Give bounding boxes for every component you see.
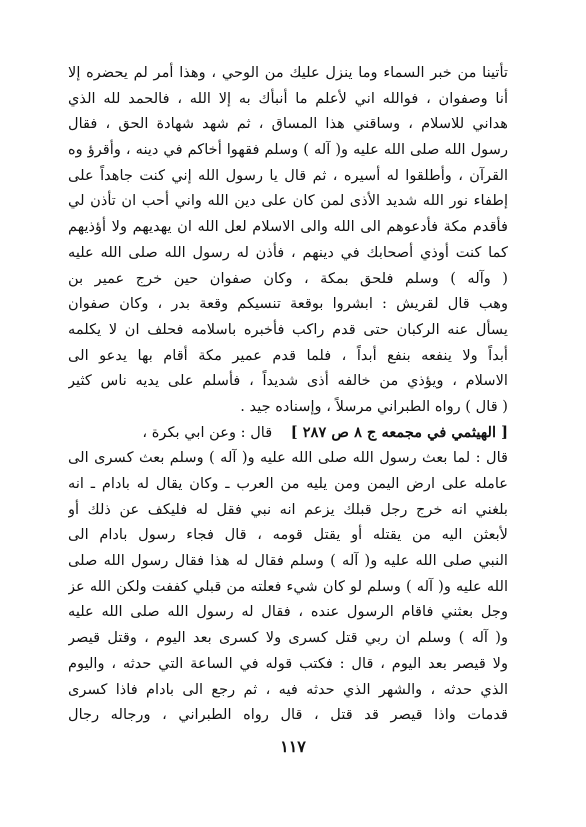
text-line: أبداً ولا ينفعه بنفع أبداً ، فلما قدم عمير مكة أقام بها يدعو الى [68,346,508,364]
text-line: بلغني انه خرج رجل قبلك يزعم انه نبي فقل له فليكف عن ذلك أو [68,500,508,518]
text-line: يسأل عنه الركبان حتى قدم راكب فأخبره باسلامه فحلف ان لا يكلمه [68,320,508,338]
heading-reference: [ الهيثمي في مجمعه ج ٨ ص ٢٨٧ ] [290,423,508,441]
text-line: فأقدم مكة فأدعوهم الى الله والى الاسلام لعل الله ان يهديهم ولا أؤذيهم [68,218,508,236]
body-text [68,60,508,728]
text-line: أنا وصفوان ، فوالله اني لأعلم ما أنبأك به إلا الله ، فالحمد لله الذي [68,89,508,107]
text-line: كما كنت أوذي أصحابك في دينهم ، فأذن له رسول الله صلى الله عليه [68,243,508,261]
text-line: قال : لما بعث رسول الله صلى الله عليه و( آله ) وسلم بعث كسرى الى [68,449,508,467]
text-line: ولا قيصر بعد اليوم ، قال : فكتب قوله في الساعة التي حدثه ، واليوم [68,654,508,672]
section-heading [68,420,508,446]
page-number: ١١٧ [280,737,306,756]
text-line: قدمات واذا قيصر قد قتل ، قال رواه الطبراني ، ورجاله رجال [68,706,508,724]
text-line: و( آله ) وسلم ان ربي قتل كسرى ولا كسرى بعد اليوم ، وقتل قيصر [68,629,508,647]
text-line: عامله على ارض اليمن ومن يليه من العرب ـ وكان يقال له بادام ـ انه [68,475,508,492]
text-line: إطفاء نور الله شديد الأذى لمن كان على دين الله واني أحب ان تأذن لي [68,192,508,210]
text-line: تأتينا من خبر السماء وما ينزل عليك من الوحي ، وهذا أمر لم يحضره إلا [68,64,508,81]
text-line: الذي حدثه ، والشهر الذي حدثه فيه ، ثم رجع الى بادام فاذا كسرى [68,680,508,698]
text-line: رسول الله صلى الله عليه و( آله ) وسلم فقهوا أخاكم في دينه ، وأقرؤ وه [68,141,508,159]
heading-text: قال : وعن ابي بكرة ، [142,423,273,441]
text-line: الاسلام ، ويؤذي من خالفه أذى شديداً ، فأسلم على يديه ناس كثير [68,372,508,390]
text-line: وهب قال لقريش : ابشروا بوقعة تنسيكم وقعة بدر ، وكان صفوان [68,295,508,313]
text-line: وجل بعثني فاقام الرسول عنده ، فقال له رسول الله صلى الله عليه [68,603,508,621]
text-line: النبي صلى الله عليه و( آله ) وسلم فقال له هذا فقال رسول الله صلى [68,552,508,570]
text-line: ( وآله ) وسلم فلحق بمكة ، وكان صفوان حين خرج عمير بن [68,269,508,287]
text-line: الله عليه و( آله ) وسلم لو كان شيء فعلته من قبلي كففت ولكن الله عز [68,577,508,595]
text-line: القرآن ، وأطلقوا له أسيره ، ثم قال يا رسول الله إني كنت جاهداً على [68,166,508,184]
text-line: لأبعثن اليه من يقتله أو يقتل قومه ، قال فجاء رسول بادام الى [68,526,508,544]
text-line: هداني للاسلام ، وساقني هذا المساق ، ثم شهد شهادة الحق ، فقال [68,115,508,133]
text-line: ( قال ) رواه الطبراني مرسلاً ، وإسناده جيد . [240,397,508,415]
